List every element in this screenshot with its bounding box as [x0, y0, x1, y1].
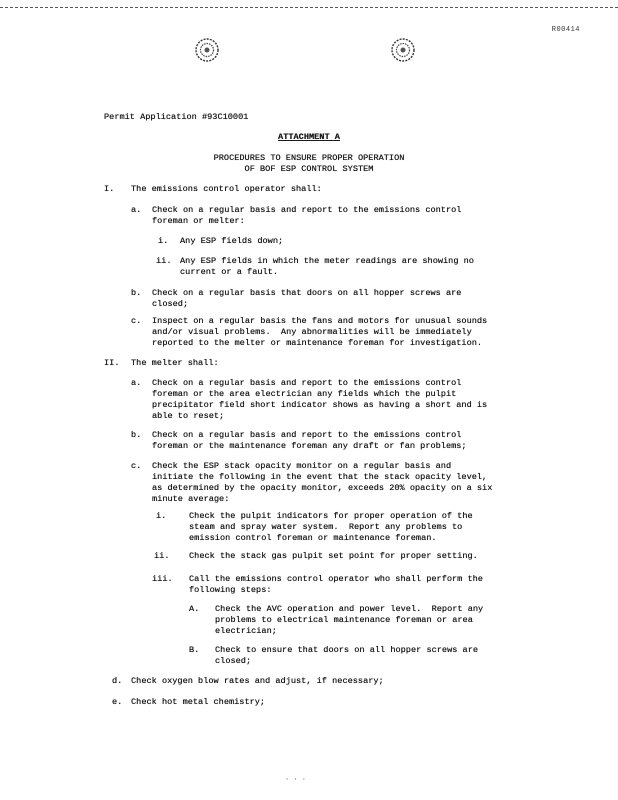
item-text-line: precipitator field short indicator shows as having a short and is	[152, 400, 488, 410]
left-seal-icon	[194, 37, 220, 63]
subitem-text-line: Check the pulpit indicators for proper operation of the	[189, 511, 473, 521]
item-label: b.	[131, 288, 142, 298]
item-label: a.	[131, 378, 142, 388]
step-text-line: problems to electrical maintenance foreman or area	[215, 615, 473, 625]
step-text-line: closed;	[215, 656, 252, 666]
step-label: B.	[189, 645, 200, 655]
document-number: R00414	[551, 26, 580, 34]
item-label: b.	[131, 430, 142, 440]
step-label: A.	[189, 604, 200, 614]
step-text-line: Check the AVC operation and power level. Report any	[215, 604, 484, 614]
subitem-text-line: Any ESP fields down;	[180, 236, 284, 246]
item-text-line: Check on a regular basis and report to the emissions control	[152, 430, 462, 440]
item-label: d.	[112, 676, 123, 686]
scan-artifact-dots: · · ·	[285, 776, 307, 784]
subitem-text-line: following steps:	[189, 585, 272, 595]
item-label: a.	[131, 205, 142, 215]
section-intro: The melter shall:	[131, 358, 219, 368]
item-label: c.	[131, 316, 142, 326]
step-text-line: electrician;	[215, 626, 277, 636]
section-number: II.	[104, 358, 120, 368]
subitem-text-line: current or a fault.	[180, 267, 278, 277]
item-text-line: reported to the melter or maintenance foreman for investigation.	[152, 338, 483, 348]
item-text-line: as determined by the opacity monitor, exceeds 20% opacity on a six	[152, 483, 493, 493]
subitem-text-line: Call the emissions control operator who shall perform the	[189, 574, 483, 584]
item-text-line: Check on a regular basis that doors on all hopper screws are	[152, 288, 462, 298]
heading-line-2: OF BOF ESP CONTROL SYSTEM	[244, 164, 374, 174]
item-text-line: Check on a regular basis and report to the emissions control	[152, 378, 462, 388]
right-seal-icon	[390, 37, 416, 63]
item-text-line: initiate the following in the event that the stack opacity level,	[152, 472, 488, 482]
subitem-label: ii.	[154, 551, 170, 561]
item-label: c.	[131, 461, 142, 471]
item-text-line: and/or visual problems. Any abnormalities will be immediately	[152, 327, 472, 337]
step-text-line: Check to ensure that doors on all hopper screws are	[215, 645, 479, 655]
subitem-text-line: emission control foreman or maintenance foreman.	[189, 533, 437, 543]
item-text-line: foreman or the maintenance foreman any draft or fan problems;	[152, 441, 467, 451]
item-label: e.	[112, 697, 123, 707]
item-text-line: Check on a regular basis and report to the emissions control	[152, 205, 462, 215]
application-reference: Permit Application #93C10001	[104, 112, 249, 122]
section-intro: The emissions control operator shall:	[131, 184, 322, 194]
item-text-line: closed;	[152, 299, 189, 309]
subitem-text-line: Check the stack gas pulpit set point for proper setting.	[189, 551, 478, 561]
item-text-line: Check hot metal chemistry;	[131, 697, 266, 707]
page-top-edge	[0, 7, 618, 8]
attachment-title: ATTACHMENT A	[278, 132, 340, 142]
subitem-text-line: steam and spray water system. Report any problems to	[189, 522, 463, 532]
subitem-label: i.	[158, 236, 169, 246]
subitem-label: i.	[156, 511, 167, 521]
item-text-line: Inspect on a regular basis the fans and motors for unusual sounds	[152, 316, 488, 326]
item-text-line: Check the ESP stack opacity monitor on a regular basis and	[152, 461, 452, 471]
subitem-label: ii.	[156, 256, 172, 266]
item-text-line: foreman or the area electrician any fields which the pulpit	[152, 389, 457, 399]
heading-line-1: PROCEDURES TO ENSURE PROPER OPERATION	[213, 153, 405, 163]
subitem-label: iii.	[152, 574, 173, 584]
item-text-line: Check oxygen blow rates and adjust, if necessary;	[131, 676, 384, 686]
item-text-line: minute average:	[152, 494, 230, 504]
item-text-line: able to reset;	[152, 411, 225, 421]
subitem-text-line: Any ESP fields in which the meter readings are showing no	[180, 256, 474, 266]
section-number: I.	[104, 184, 115, 194]
item-text-line: foreman or melter:	[152, 216, 245, 226]
